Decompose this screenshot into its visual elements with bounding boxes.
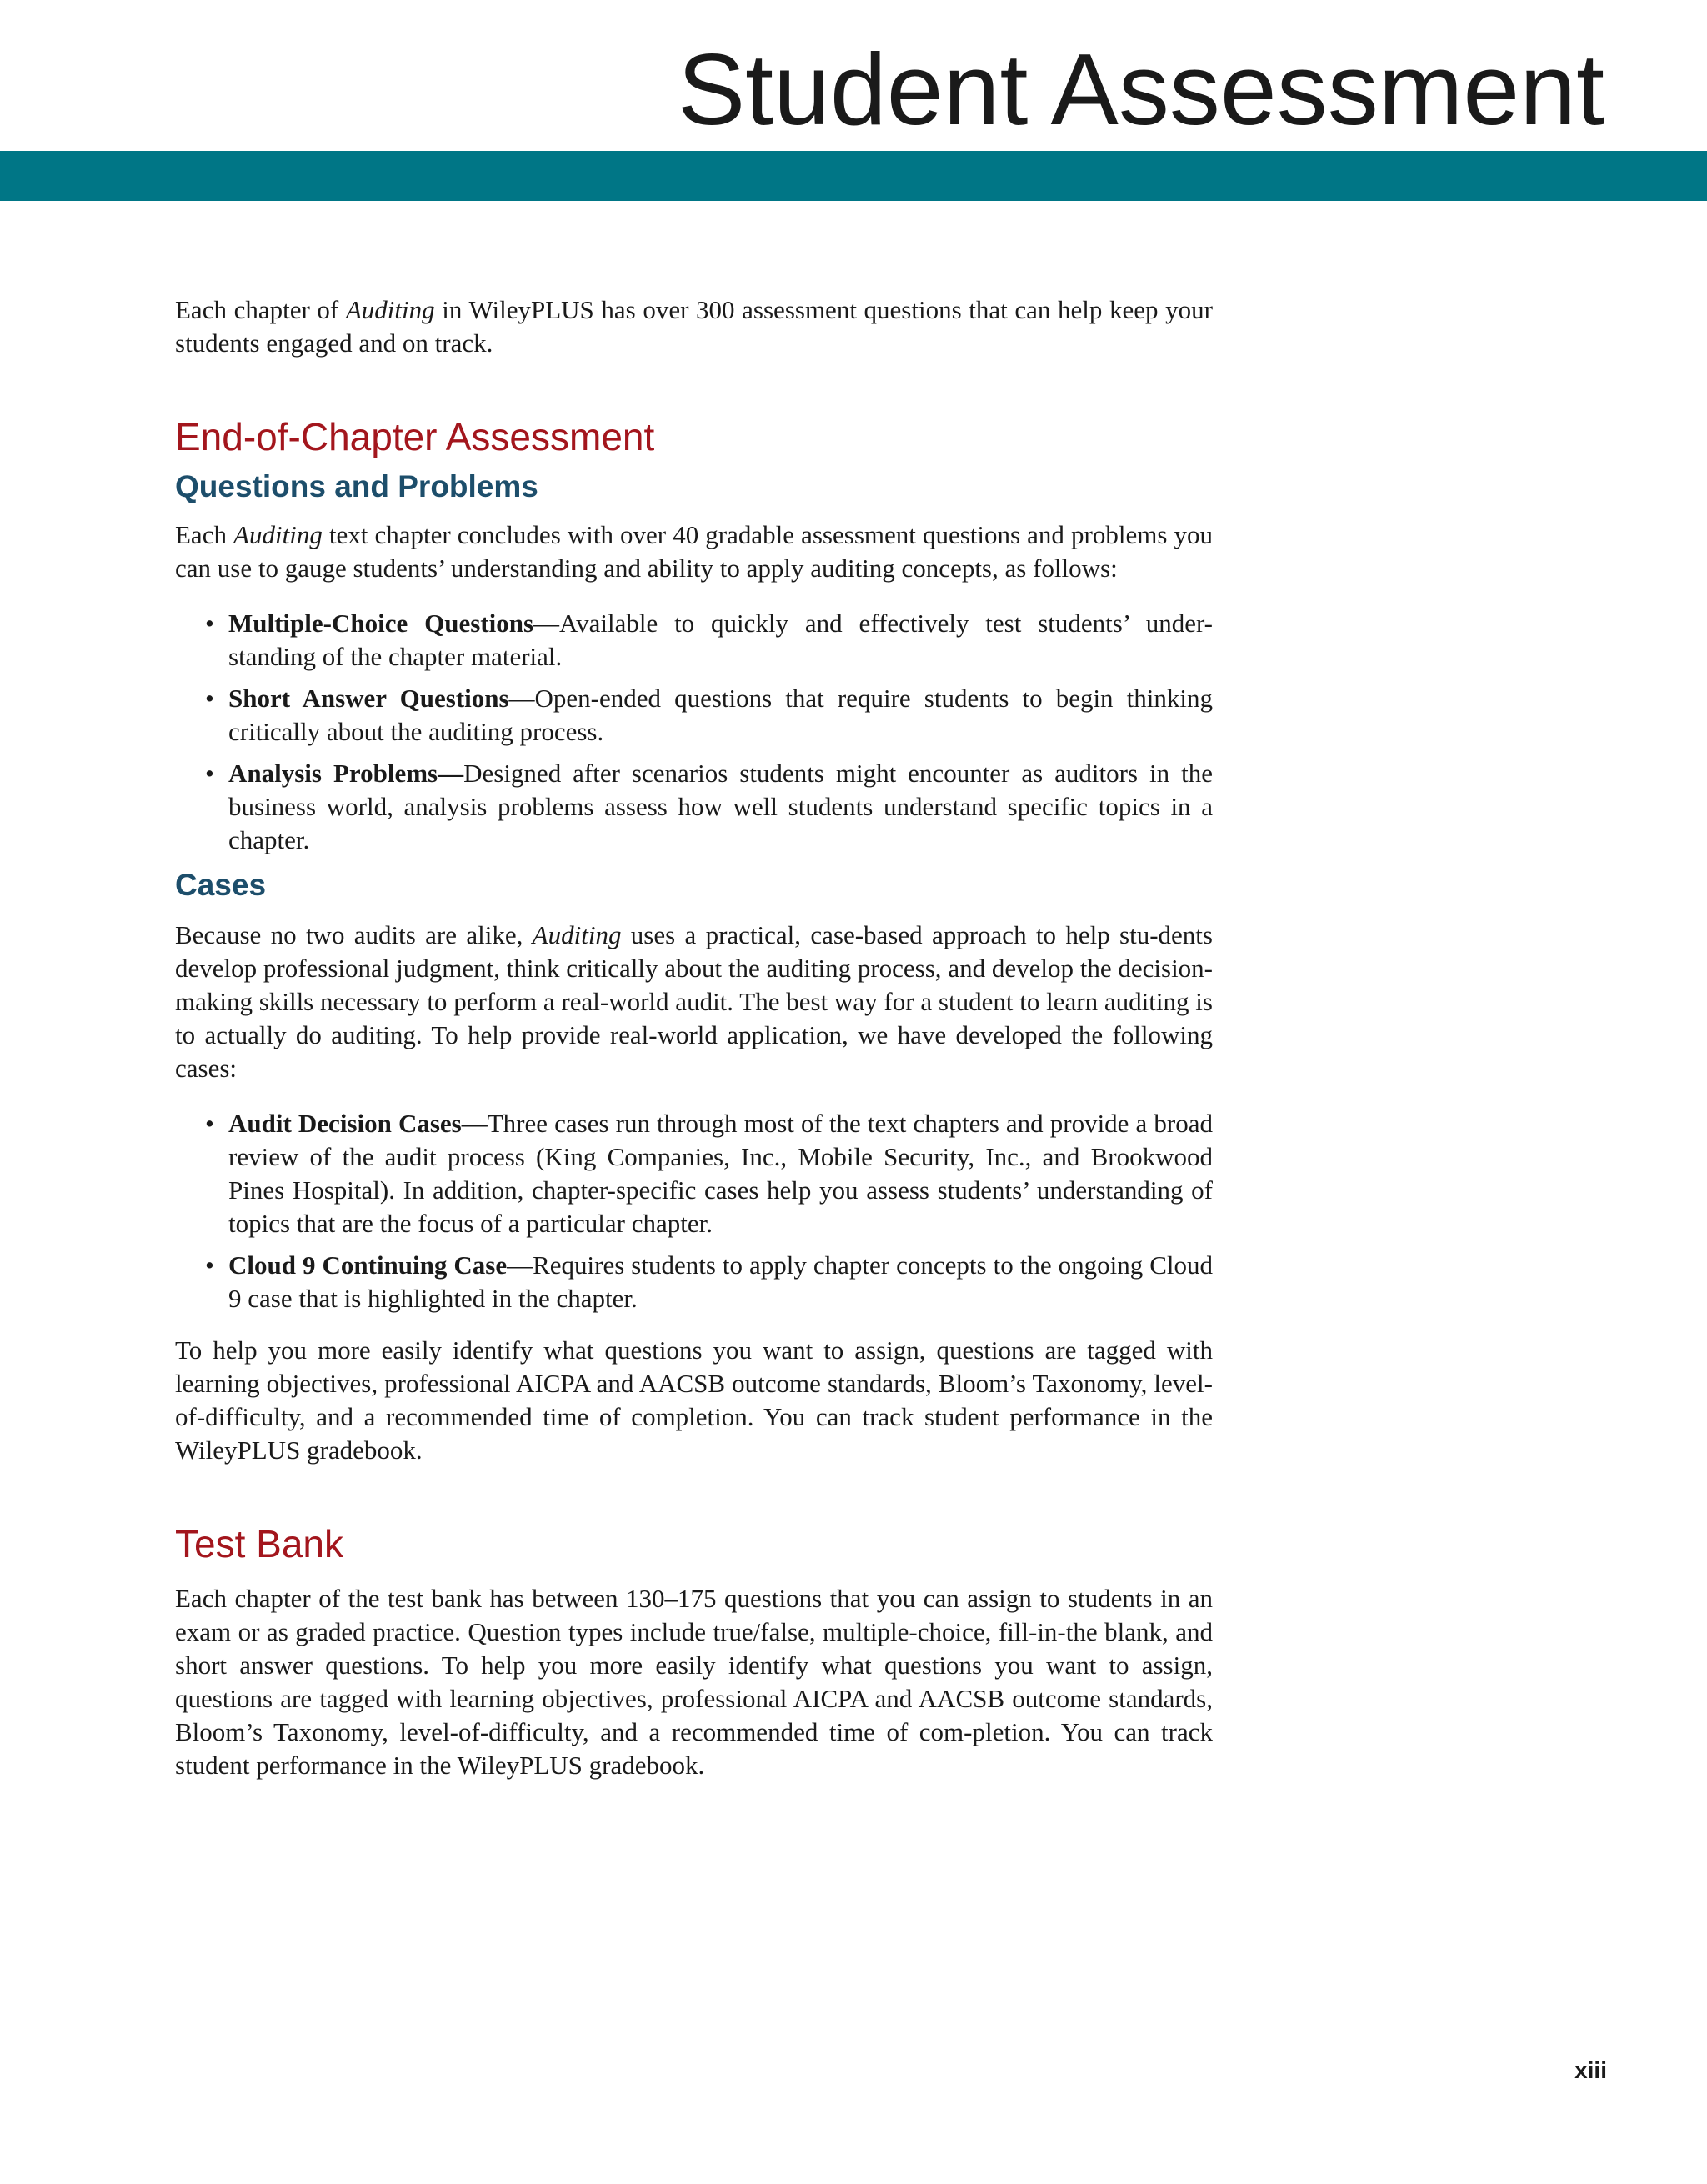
cases-paragraph: Because no two audits are alike, Auditing uses a practical, case-based approach to help stu-dents develop professional judgment, think critically about the auditing process, and develop the decision-making skills necessary to perform a real-world audit. The best way for a student to learn auditing is to actually do auditing. To help provide real-world application, we have developed the following cases: — [175, 920, 1213, 1083]
section-heading-end-of-chapter: End-of-Chapter Assessment — [175, 415, 655, 458]
questions-problems-paragraph: Each Auditing text chapter concludes with over 40 gradable assessment questions and problems you can use to gauge students’ understanding and ability to apply auditing concepts, as follows: — [175, 520, 1213, 583]
test-bank-paragraph: Each chapter of the test bank has between 130–175 questions that you can assign to students in an exam or as graded practice. Question types include true/false, multiple-choice, fill-in-the blank, and short answer questions. To help you more easily identify what questions you want to assign, questions are tagged with learning objectives, professional AICPA and AACSB outcome standards, Bloom’s Taxonomy, level-of-difficulty, and a recommended time of com-pletion. You can track student performance in the WileyPLUS gradebook. — [175, 1584, 1213, 1780]
subheading-cases: Cases — [175, 868, 267, 902]
cases-list — [175, 1107, 1213, 1315]
subheading-questions-problems: Questions and Problems — [175, 469, 538, 503]
page-number: xiii — [1574, 2057, 1607, 2083]
list-item: • Cloud 9 Continuing Case—Requires students to apply chapter concepts to the ongoing Cloud 9 case that is highlighted in the chapter. — [175, 1249, 1213, 1315]
list-item: • Multiple-Choice Questions—Available to quickly and effectively test students’ under-standing of the chapter material. — [175, 607, 1213, 674]
page-title: Student Assessment — [677, 33, 1604, 146]
title-band — [0, 151, 1707, 201]
tagging-paragraph: To help you more easily identify what questions you want to assign, questions are tagged with learning objectives, professional AICPA and AACSB outcome standards, Bloom’s Taxonomy, level-of-difficulty, and a recommended time of completion. You can track student performance in the WileyPLUS gradebook. — [175, 1335, 1213, 1465]
section-heading-test-bank: Test Bank — [175, 1522, 343, 1565]
list-item: • Analysis Problems—Designed after scenarios students might encounter as auditors in the business world, analysis problems assess how well students understand specific topics in a chapter. — [175, 757, 1213, 857]
main-content — [175, 293, 1213, 1782]
questions-problems-list — [175, 607, 1213, 857]
list-item: • Audit Decision Cases—Three cases run through most of the text chapters and provide a broad review of the audit process (King Companies, Inc., Mobile Security, Inc., and Brookwood Pines Hospital). In addition, chapter-specific cases help you assess students’ understanding of topics that are the focus of a particular chapter. — [175, 1107, 1213, 1240]
list-item: • Short Answer Questions—Open-ended questions that require students to begin thinking critically about the auditing process. — [175, 682, 1213, 749]
intro-paragraph: Each chapter of Auditing in WileyPLUS has over 300 assessment questions that can help keep your students engaged and on track. — [175, 295, 1213, 358]
